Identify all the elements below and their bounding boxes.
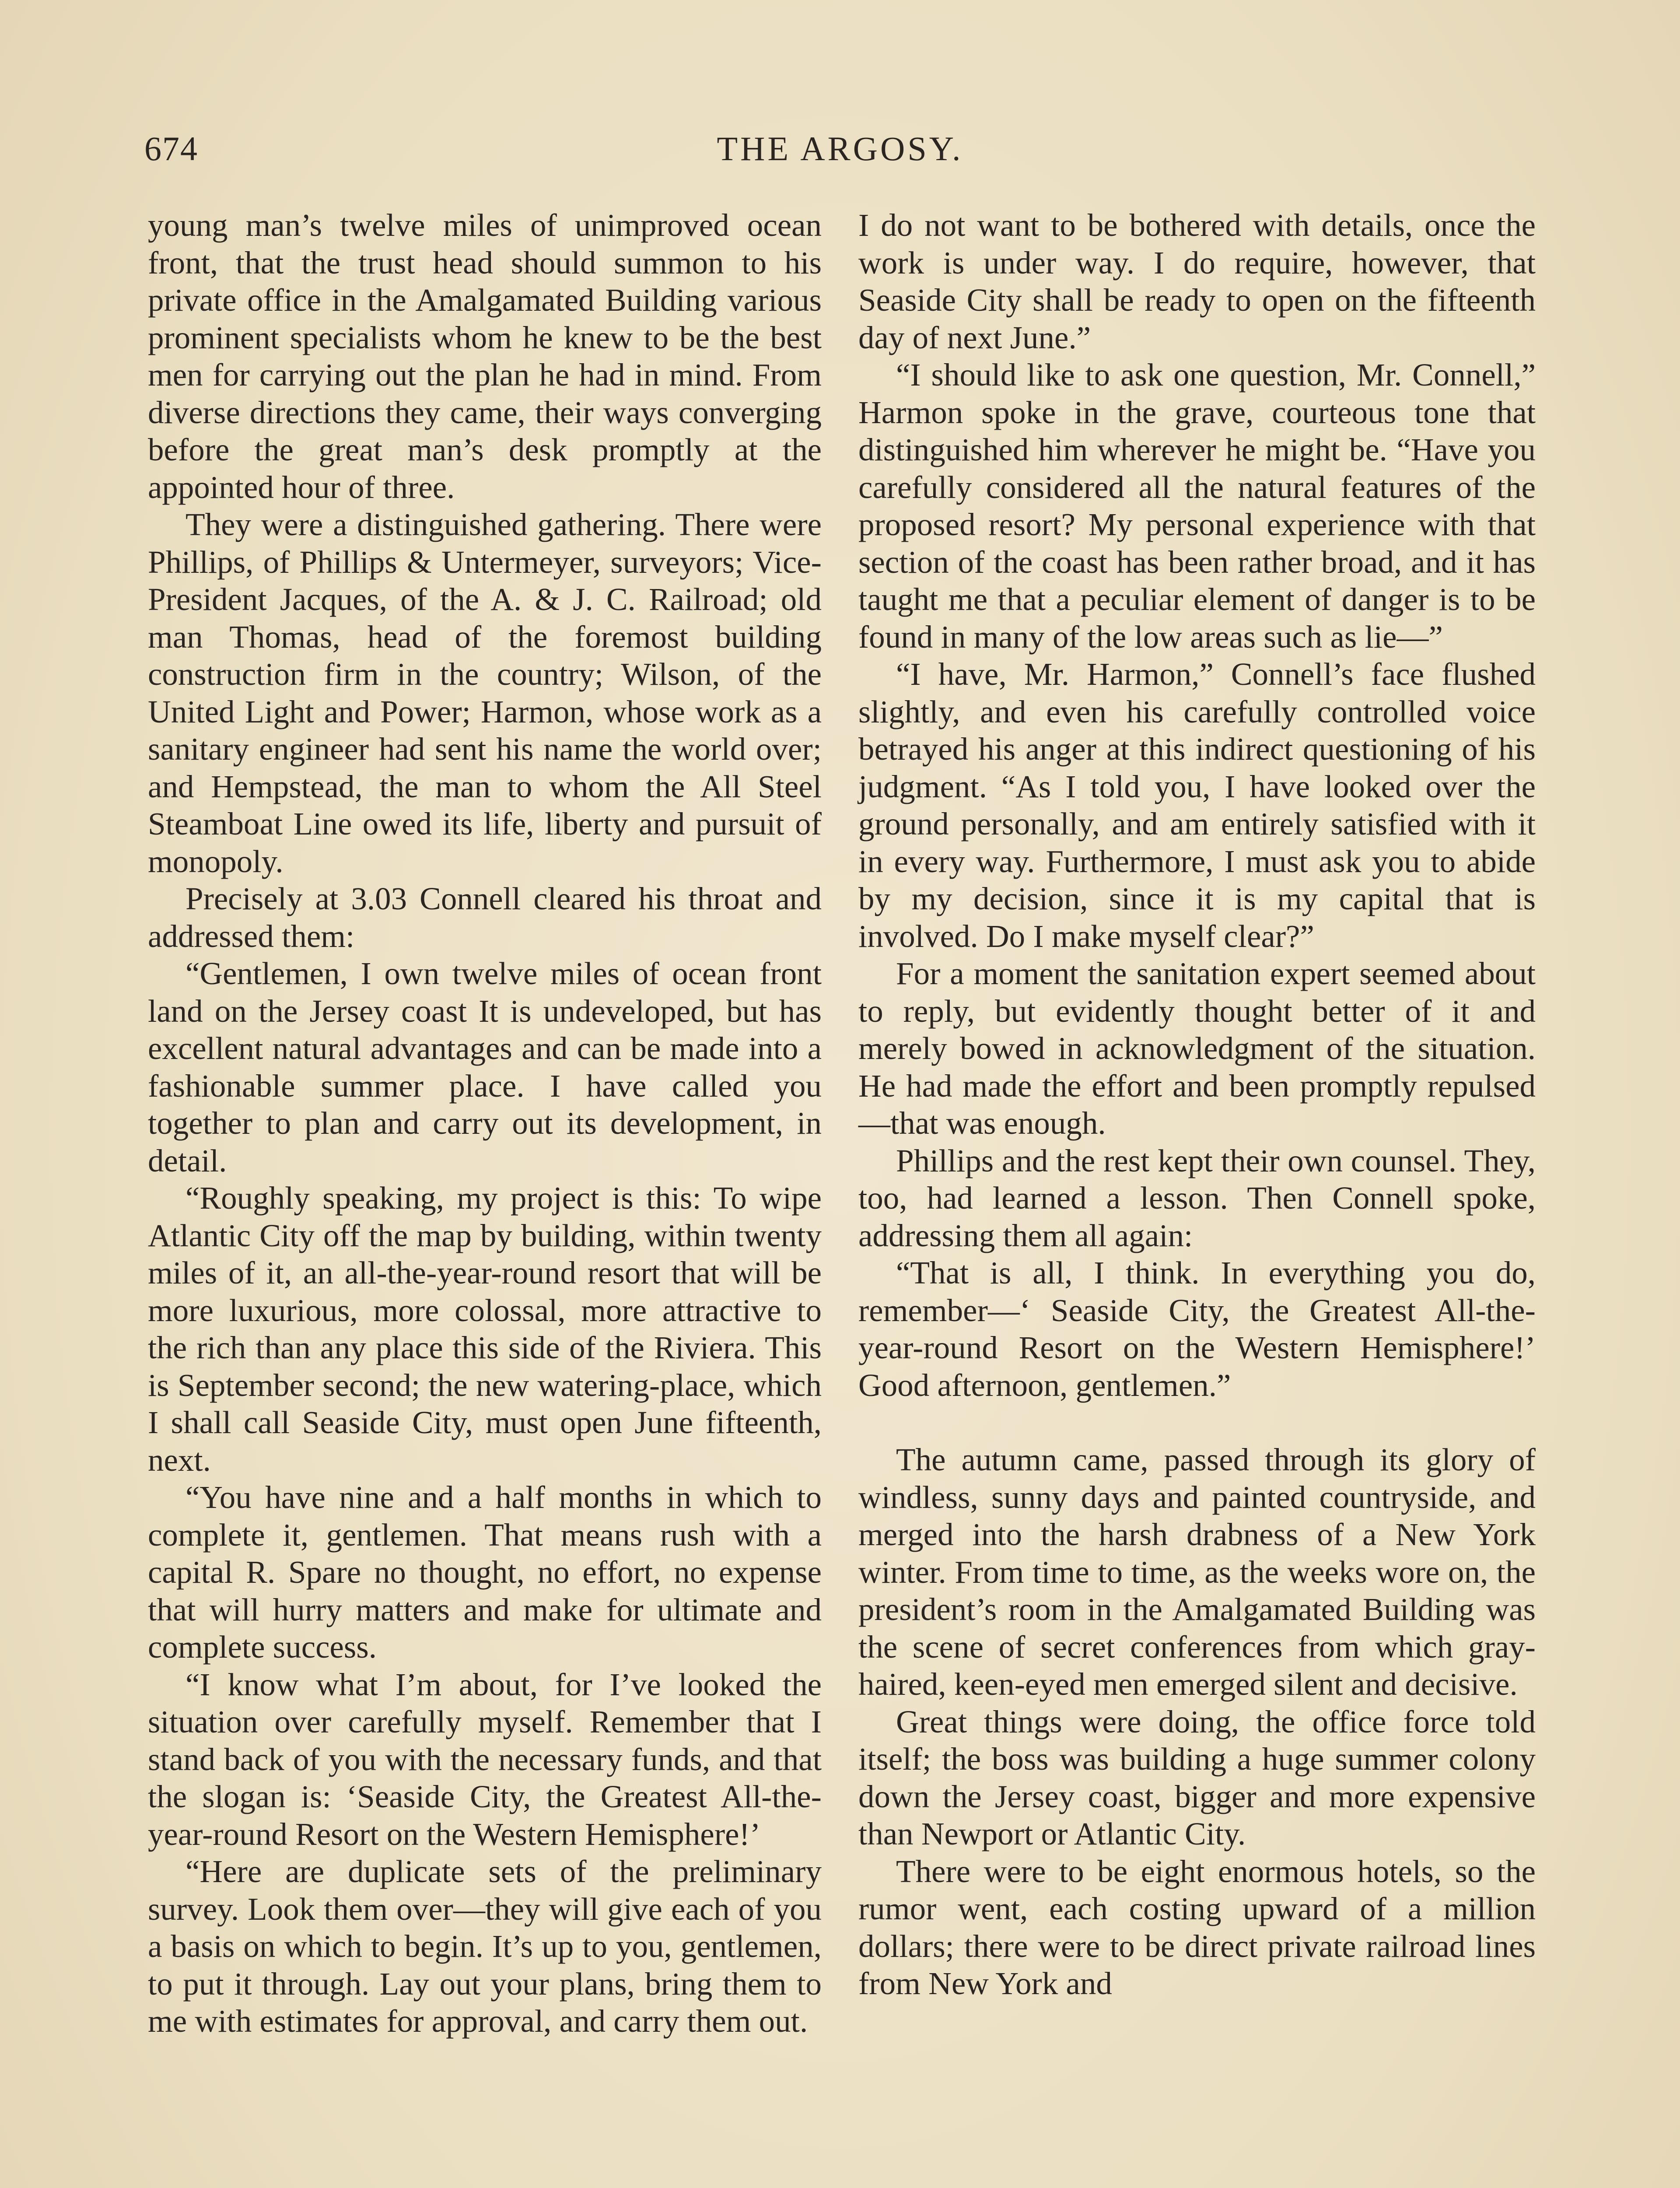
paragraph: young man’s twelve miles of unimproved ocean front, that the trust head should summon to his private office in the Amalgamated Building various prominent specialists whom he knew to be the best men for carrying out the plan he had in mind. From diverse directions they came, their ways converging before the great man’s desk promptly at the appointed hour of three.	[148, 207, 822, 505]
paragraph: “Here are duplicate sets of the preliminary survey. Look them over—they will give each of you a basis on which to begin. It’s up to you, gentlemen, to put it through. Lay out your plans, bring them to me with estimates for approval, and carry them out.	[148, 1854, 822, 2039]
paragraph: “I should like to ask one question, Mr. Connell,” Harmon spoke in the grave, courteous tone that distinguished him wherever he might be. “Have you carefully considered all the natural features of the proposed resort? My personal experience with that section of the coast has been rather broad, and it has taught me that a peculiar element of danger is to be found in many of the low areas such as lie—”	[858, 357, 1536, 655]
paragraph: Phillips and the rest kept their own counsel. They, too, had learned a lesson. Then Connell spoke, addressing them all again:	[858, 1143, 1536, 1253]
paragraph: For a moment the sanitation expert seemed about to reply, but evidently thought better of it and merely bowed in acknowledgment of the situation. He had made the effort and been promptly repulsed —that was enough.	[858, 956, 1536, 1141]
paragraph: “That is all, I think. In everything you do, remember—‘ Seaside City, the Greatest All-the-year-round Resort on the Western Hemisphere!’ Good afternoon, gentlemen.”	[858, 1255, 1536, 1403]
paragraph: Precisely at 3.03 Connell cleared his throat and addressed them:	[148, 881, 822, 954]
paragraph: “You have nine and a half months in which to complete it, gentlemen. That means rush with a capital R. Spare no thought, no effort, no expense that will hurry matters and make for ultimate and complete success.	[148, 1480, 822, 1665]
right-column	[858, 207, 1536, 2002]
paragraph: They were a distinguished gathering. There were Phillips, of Phillips & Untermeyer, surveyors; Vice-President Jacques, of the A. & J. C. Railroad; old man Thomas, head of the foremost building construction firm in the country; Wilson, of the United Light and Power; Harmon, whose work as a sanitary engineer had sent his name the world over; and Hempstead, the man to whom the All Steel Steamboat Line owed its life, liberty and pursuit of monopoly.	[148, 507, 822, 879]
paragraph: Great things were doing, the office force told itself; the boss was building a huge summer colony down the Jersey coast, bigger and more expensive than Newport or Atlantic City.	[858, 1704, 1536, 1851]
paragraph: There were to be eight enormous hotels, so the rumor went, each costing upward of a million dollars; there were to be direct private railroad lines from New York and	[858, 1853, 1536, 2001]
page-number: 674	[144, 130, 198, 168]
paragraph: “I have, Mr. Harmon,” Connell’s face flushed slightly, and even his carefully controlled voice betrayed his anger at this indirect questioning of his judgment. “As I told you, I have looked over the ground personally, and am entirely satisfied with it in every way. Furthermore, I must ask you to abide by my decision, since it is my capital that is involved. Do I make myself clear?”	[858, 656, 1536, 954]
left-column	[148, 207, 822, 2040]
running-head: THE ARGOSY.	[717, 130, 963, 168]
paragraph: The autumn came, passed through its glory of windless, sunny days and painted countryside, and merged into the harsh drabness of a New York winter. From time to time, as the weeks wore on, the president’s room in the Amalgamated Building was the scene of secret conferences from which gray-haired, keen-eyed men emerged silent and decisive.	[858, 1442, 1536, 1702]
paragraph: “Gentlemen, I own twelve miles of ocean front land on the Jersey coast It is undeveloped, but has excellent natural advantages and can be made into a fashionable summer place. I have called you together to plan and carry out its development, in detail.	[148, 956, 822, 1178]
paragraph: I do not want to be bothered with details, once the work is under way. I do require, however, that Seaside City shall be ready to open on the fifteenth day of next June.”	[858, 207, 1536, 355]
paragraph: “I know what I’m about, for I’ve looked the situation over carefully myself. Remember that I stand back of you with the necessary funds, and that the slogan is: ‘Seaside City, the Greatest All-the-year-round Resort on the Western Hemisphere!’	[148, 1666, 822, 1852]
page-header	[144, 127, 1536, 175]
paragraph: “Roughly speaking, my project is this: To wipe Atlantic City off the map by building, within twenty miles of it, an all-the-year-round resort that will be more luxurious, more colossal, more attractive to the rich than any place this side of the Riviera. This is September second; the new watering-place, which I shall call Seaside City, must open June fifteenth, next.	[148, 1180, 822, 1478]
